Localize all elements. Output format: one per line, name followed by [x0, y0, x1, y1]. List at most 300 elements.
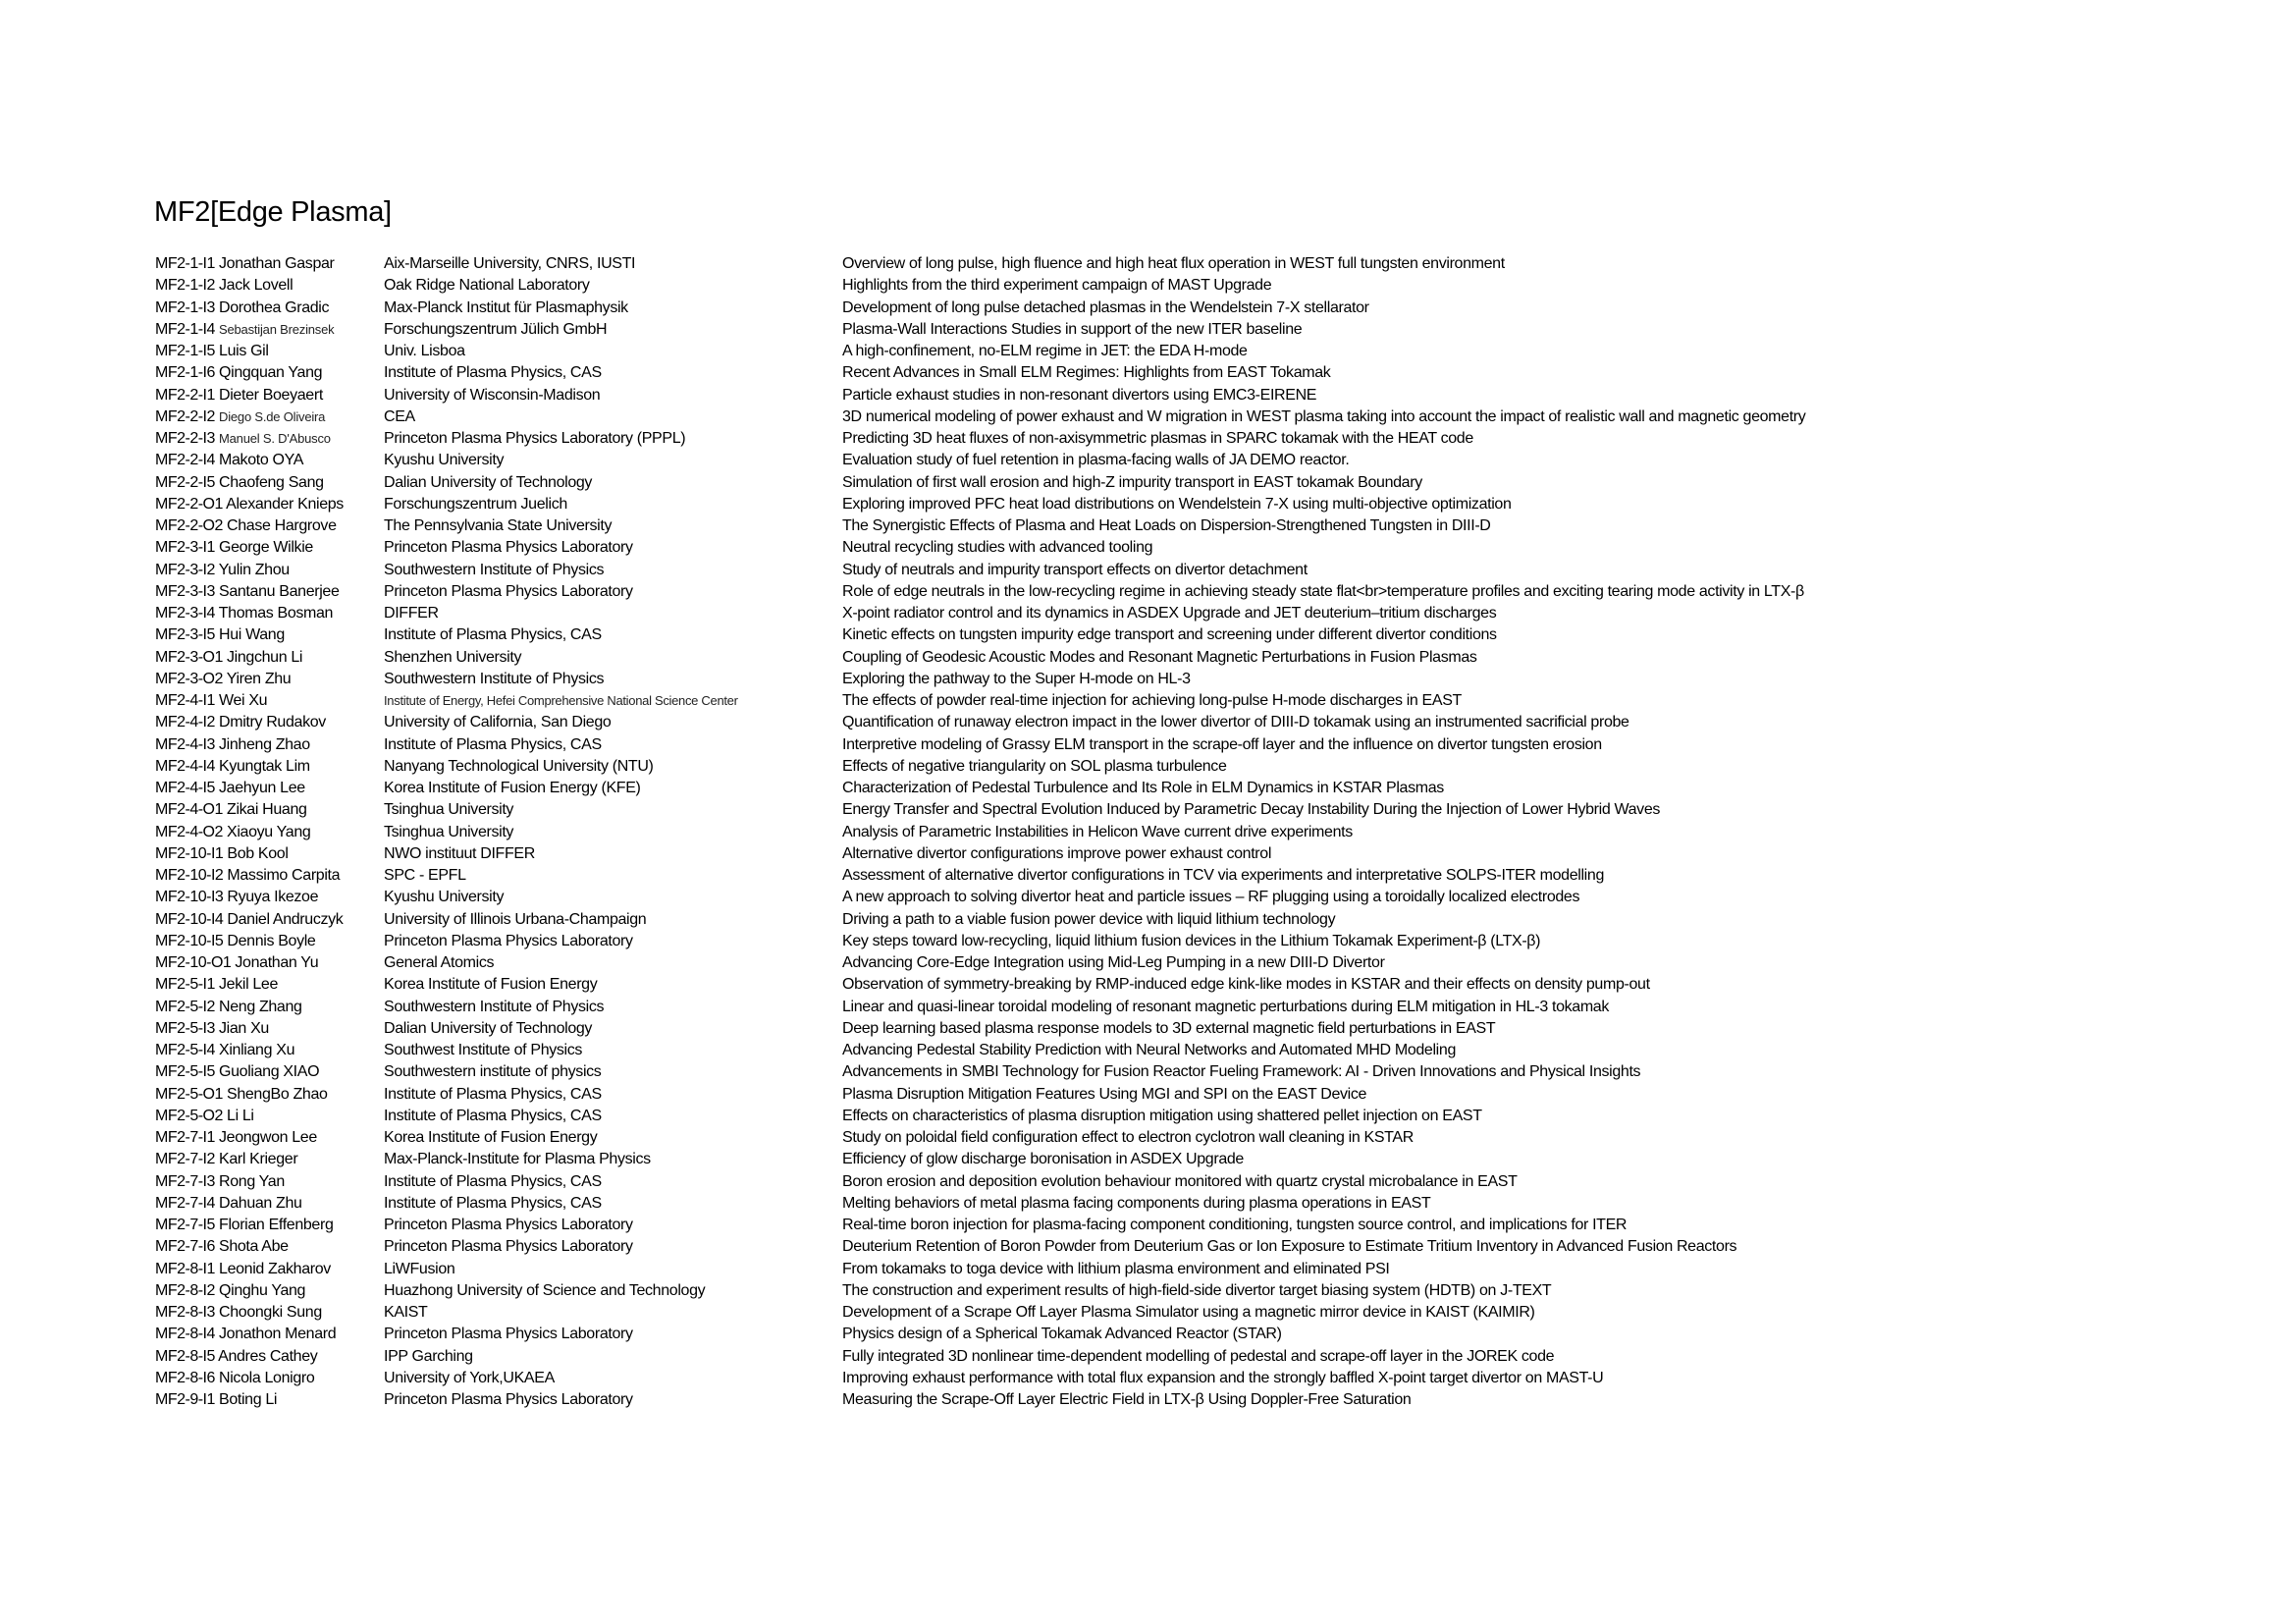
- speaker-cell: [155, 581, 340, 603]
- affiliation: Oak Ridge National Laboratory: [384, 277, 590, 295]
- talk-title: Particle exhaust studies in non-resonant divertors using EMC3-EIRENE: [842, 386, 1317, 404]
- talk-id: MF2-2-I2: [155, 407, 215, 425]
- talk-title: Plasma Disruption Mitigation Features Using MGI and SPI on the EAST Device: [842, 1085, 1367, 1103]
- talk-id: MF2-1-I6: [155, 364, 215, 382]
- speaker-cell: [155, 1149, 297, 1170]
- talk-list: [155, 253, 2216, 1411]
- talk-id: MF2-5-O2: [155, 1107, 223, 1124]
- talk-row: [155, 624, 2216, 646]
- talk-id: MF2-10-O1: [155, 954, 232, 971]
- talk-id: MF2-4-I4: [155, 757, 215, 775]
- talk-id: MF2-1-I3: [155, 298, 215, 316]
- talk-row: [155, 1061, 2216, 1083]
- speaker-cell: [155, 560, 290, 581]
- speaker-cell: [155, 822, 310, 843]
- talk-title: Melting behaviors of metal plasma facing components during plasma operations in EAST: [842, 1194, 1431, 1212]
- affiliation: SPC - EPFL: [384, 867, 466, 884]
- affiliation: KAIST: [384, 1304, 428, 1321]
- speaker-cell: [155, 1259, 331, 1280]
- affiliation: Princeton Plasma Physics Laboratory: [384, 1217, 633, 1233]
- talk-row: [155, 1127, 2216, 1149]
- affiliation: Nanyang Technological University (NTU): [384, 757, 654, 775]
- affiliation: Institute of Plasma Physics, CAS: [384, 364, 602, 382]
- talk-row: [155, 603, 2216, 624]
- talk-id: MF2-10-I5: [155, 932, 224, 949]
- affiliation: Institute of Plasma Physics, CAS: [384, 735, 602, 753]
- talk-row: [155, 690, 2216, 712]
- talk-row: [155, 734, 2216, 756]
- speaker-name: Dieter Boeyaert: [219, 386, 323, 404]
- talk-row: [155, 253, 2216, 275]
- talk-title: Evaluation study of fuel retention in plasma-facing walls of JA DEMO reactor.: [842, 452, 1350, 469]
- talk-row: [155, 581, 2216, 603]
- speaker-name: Thomas Bosman: [218, 605, 334, 622]
- talk-title: Deuterium Retention of Boron Powder from Deuterium Gas or Ion Exposure to Estimate Tritium Inventory in Advanced Fusion Reactors: [842, 1238, 1737, 1256]
- speaker-name: Boting Li: [219, 1391, 278, 1408]
- speaker-name: Jonathan Yu: [235, 954, 319, 971]
- talk-title: Coupling of Geodesic Acoustic Modes and Resonant Magnetic Perturbations in Fusion Plasmas: [842, 648, 1477, 666]
- affiliation: Tsinghua University: [384, 801, 514, 819]
- speaker-cell: [155, 1389, 277, 1411]
- talk-id: MF2-5-I4: [155, 1042, 215, 1058]
- talk-row: [155, 319, 2216, 341]
- speaker-cell: [155, 669, 291, 690]
- talk-id: MF2-9-I1: [155, 1391, 215, 1408]
- speaker-cell: [155, 1346, 317, 1368]
- speaker-cell: [155, 341, 269, 362]
- speaker-name: Yiren Zhu: [226, 670, 292, 687]
- speaker-cell: [155, 690, 267, 712]
- talk-row: [155, 1215, 2216, 1236]
- affiliation: Kyushu University: [384, 889, 505, 906]
- speaker-cell: [155, 624, 285, 646]
- speaker-cell: [155, 1061, 319, 1083]
- affiliation: Southwestern Institute of Physics: [384, 670, 605, 687]
- speaker-cell: [155, 1171, 285, 1193]
- affiliation: General Atomics: [384, 954, 495, 971]
- speaker-name: George Wilkie: [219, 539, 313, 557]
- talk-title: Analysis of Parametric Instabilities in Helicon Wave current drive experiments: [842, 823, 1353, 840]
- talk-title: The construction and experiment results of high-field-side divertor target biasing system (HDTB) on J-TEXT: [842, 1281, 1552, 1299]
- talk-row: [155, 647, 2216, 669]
- speaker-cell: [155, 778, 305, 799]
- affiliation: Institute of Energy, Hefei Comprehensive National Science Center: [384, 693, 738, 708]
- affiliation: Southwestern Institute of Physics: [384, 998, 605, 1015]
- talk-id: MF2-3-O1: [155, 648, 223, 666]
- talk-row: [155, 1259, 2216, 1280]
- talk-row: [155, 1106, 2216, 1127]
- speaker-cell: [155, 734, 310, 756]
- speaker-cell: [155, 1236, 289, 1258]
- speaker-cell: [155, 428, 331, 450]
- talk-id: MF2-4-I3: [155, 735, 215, 753]
- talk-id: MF2-7-I6: [155, 1238, 215, 1256]
- talk-title: Measuring the Scrape-Off Layer Electric Field in LTX-β Using Doppler-Free Saturation: [842, 1391, 1412, 1408]
- talk-row: [155, 1084, 2216, 1106]
- affiliation: Max-Planck-Institute for Plasma Physics: [384, 1151, 651, 1168]
- speaker-cell: [155, 275, 293, 297]
- talk-id: MF2-10-I3: [155, 889, 224, 906]
- speaker-name: Guoliang XIAO: [219, 1063, 320, 1081]
- talk-row: [155, 778, 2216, 799]
- speaker-cell: [155, 1280, 305, 1302]
- talk-row: [155, 997, 2216, 1018]
- affiliation: Princeton Plasma Physics Laboratory: [384, 539, 633, 557]
- affiliation: Princeton Plasma Physics Laboratory: [384, 1326, 633, 1343]
- talk-row: [155, 952, 2216, 974]
- talk-title: Advancements in SMBI Technology for Fusion Reactor Fueling Framework: AI - Driven Innovations and Physical Insights: [842, 1063, 1641, 1081]
- speaker-name: Daniel Andruczyk: [227, 910, 344, 928]
- affiliation: University of California, San Diego: [384, 714, 612, 731]
- speaker-name: Leonid Zakharov: [219, 1260, 331, 1277]
- speaker-cell: [155, 1040, 294, 1061]
- speaker-cell: [155, 647, 302, 669]
- speaker-name: Manuel S. D'Abusco: [219, 431, 331, 446]
- talk-title: Observation of symmetry-breaking by RMP-induced edge kink-like modes in KSTAR and their effects on density pump-out: [842, 976, 1650, 994]
- speaker-name: Jonathon Menard: [219, 1326, 337, 1343]
- speaker-cell: [155, 952, 318, 974]
- speaker-name: Dorothea Gradic: [219, 298, 330, 316]
- speaker-name: Diego S.de Oliveira: [219, 408, 326, 424]
- talk-id: MF2-7-I1: [155, 1129, 215, 1146]
- talk-id: MF2-3-I1: [155, 539, 215, 557]
- talk-id: MF2-8-I4: [155, 1326, 215, 1343]
- talk-id: MF2-2-I4: [155, 452, 215, 469]
- talk-id: MF2-3-I5: [155, 626, 215, 644]
- speaker-cell: [155, 974, 278, 996]
- talk-title: Plasma-Wall Interactions Studies in support of the new ITER baseline: [842, 320, 1303, 338]
- speaker-name: Dahuan Zhu: [219, 1194, 302, 1212]
- affiliation: Univ. Lisboa: [384, 343, 465, 359]
- affiliation: Tsinghua University: [384, 823, 514, 840]
- talk-title: Advancing Core-Edge Integration using Mid-Leg Pumping in a new DIII-D Divertor: [842, 954, 1385, 971]
- affiliation: Princeton Plasma Physics Laboratory (PPPL): [384, 430, 686, 447]
- talk-row: [155, 1346, 2216, 1368]
- speaker-name: Jian Xu: [219, 1019, 269, 1037]
- talk-row: [155, 909, 2216, 931]
- speaker-name: Massimo Carpita: [227, 867, 341, 884]
- talk-row: [155, 1389, 2216, 1411]
- affiliation: Institute of Plasma Physics, CAS: [384, 1107, 602, 1124]
- talk-row: [155, 1324, 2216, 1345]
- speaker-name: Sebastijan Brezinsek: [219, 321, 335, 337]
- talk-title: A high-confinement, no-ELM regime in JET: the EDA H-mode: [842, 343, 1248, 359]
- affiliation: Institute of Plasma Physics, CAS: [384, 1194, 602, 1212]
- talk-id: MF2-8-I2: [155, 1281, 215, 1299]
- talk-row: [155, 515, 2216, 537]
- talk-title: Advancing Pedestal Stability Prediction with Neural Networks and Automated MHD Modeling: [842, 1042, 1456, 1058]
- affiliation: Southwest Institute of Physics: [384, 1042, 583, 1058]
- speaker-cell: [155, 319, 334, 341]
- speaker-cell: [155, 1106, 254, 1127]
- speaker-name: Andres Cathey: [218, 1347, 318, 1365]
- talk-row: [155, 865, 2216, 887]
- speaker-name: Jonathan Gaspar: [219, 255, 335, 272]
- affiliation: Southwestern Institute of Physics: [384, 561, 605, 578]
- affiliation: University of Illinois Urbana-Champaign: [384, 910, 647, 928]
- talk-row: [155, 1171, 2216, 1193]
- talk-title: Exploring improved PFC heat load distributions on Wendelstein 7-X using multi-objective optimization: [842, 495, 1512, 513]
- affiliation: Princeton Plasma Physics Laboratory: [384, 1238, 633, 1256]
- talk-row: [155, 494, 2216, 515]
- talk-title: Highlights from the third experiment campaign of MAST Upgrade: [842, 277, 1272, 295]
- talk-title: Assessment of alternative divertor configurations in TCV via experiments and interpretative SOLPS-ITER modelling: [842, 867, 1604, 884]
- talk-row: [155, 1368, 2216, 1389]
- speaker-name: Dennis Boyle: [227, 932, 316, 949]
- talk-title: Study of neutrals and impurity transport effects on divertor detachment: [842, 561, 1308, 578]
- speaker-cell: [155, 253, 335, 275]
- affiliation: Forschungszentrum Juelich: [384, 495, 567, 513]
- affiliation: University of Wisconsin-Madison: [384, 386, 601, 404]
- talk-id: MF2-3-I3: [155, 582, 215, 600]
- speaker-name: Shota Abe: [219, 1238, 289, 1256]
- speaker-cell: [155, 1324, 336, 1345]
- speaker-name: Alexander Knieps: [226, 495, 344, 513]
- speaker-cell: [155, 865, 340, 887]
- talk-title: X-point radiator control and its dynamics in ASDEX Upgrade and JET deuterium–tritium discharges: [842, 605, 1497, 622]
- speaker-name: Jeongwon Lee: [219, 1129, 317, 1146]
- talk-id: MF2-3-O2: [155, 670, 223, 687]
- speaker-name: Florian Effenberg: [219, 1217, 334, 1233]
- talk-row: [155, 1280, 2216, 1302]
- talk-row: [155, 341, 2216, 362]
- talk-row: [155, 472, 2216, 494]
- talk-title: The effects of powder real-time injection for achieving long-pulse H-mode discharges in EAST: [842, 692, 1462, 709]
- speaker-name: ShengBo Zhao: [227, 1085, 328, 1103]
- talk-row: [155, 275, 2216, 297]
- talk-row: [155, 428, 2216, 450]
- affiliation: NWO instituut DIFFER: [384, 844, 535, 862]
- talk-title: Driving a path to a viable fusion power device with liquid lithium technology: [842, 910, 1336, 928]
- talk-title: Kinetic effects on tungsten impurity edge transport and screening under different divertor conditions: [842, 626, 1497, 644]
- speaker-name: Makoto OYA: [219, 452, 304, 469]
- talk-id: MF2-7-I2: [155, 1151, 215, 1168]
- speaker-name: Xinliang Xu: [219, 1042, 295, 1058]
- speaker-cell: [155, 1193, 302, 1215]
- speaker-cell: [155, 909, 343, 931]
- talk-title: Deep learning based plasma response models to 3D external magnetic field perturbations in EAST: [842, 1019, 1496, 1037]
- speaker-cell: [155, 1084, 328, 1106]
- affiliation: Huazhong University of Science and Technology: [384, 1281, 706, 1299]
- affiliation: Dalian University of Technology: [384, 1019, 593, 1037]
- speaker-name: Dmitry Rudakov: [219, 714, 326, 731]
- talk-title: Alternative divertor configurations improve power exhaust control: [842, 844, 1272, 862]
- talk-id: MF2-8-I3: [155, 1304, 215, 1321]
- affiliation: Shenzhen University: [384, 648, 522, 666]
- talk-title: A new approach to solving divertor heat and particle issues – RF plugging using a toroidally localized electrodes: [842, 889, 1580, 906]
- speaker-name: Wei Xu: [219, 692, 268, 709]
- speaker-name: Li Li: [227, 1107, 254, 1124]
- talk-id: MF2-3-I2: [155, 561, 215, 578]
- affiliation: Aix-Marseille University, CNRS, IUSTI: [384, 255, 636, 272]
- talk-id: MF2-1-I1: [155, 255, 215, 272]
- speaker-name: Zikai Huang: [227, 801, 307, 819]
- talk-title: Role of edge neutrals in the low-recycling regime in achieving steady state flat<br>temperature profiles and exciting tearing mode activity in LTX-β: [842, 582, 1804, 600]
- speaker-name: Kyungtak Lim: [219, 757, 310, 775]
- talk-row: [155, 1018, 2216, 1040]
- speaker-cell: [155, 298, 329, 319]
- talk-title: Linear and quasi-linear toroidal modeling of resonant magnetic perturbations during ELM mitigation in HL-3 tokamak: [842, 998, 1609, 1015]
- talk-title: Recent Advances in Small ELM Regimes: Highlights from EAST Tokamak: [842, 364, 1331, 382]
- talk-id: MF2-4-I1: [155, 692, 215, 709]
- talk-id: MF2-7-I4: [155, 1194, 215, 1212]
- talk-title: The Synergistic Effects of Plasma and Heat Loads on Dispersion-Strengthened Tungsten in DIII-D: [842, 517, 1491, 534]
- talk-id: MF2-2-I3: [155, 430, 215, 447]
- affiliation: Dalian University of Technology: [384, 473, 593, 491]
- speaker-cell: [155, 362, 322, 384]
- speaker-cell: [155, 472, 324, 494]
- talk-row: [155, 298, 2216, 319]
- speaker-name: Chase Hargrove: [227, 517, 337, 534]
- talk-title: Boron erosion and deposition evolution behaviour monitored with quartz crystal microbalance in EAST: [842, 1172, 1518, 1190]
- talk-id: MF2-4-I2: [155, 714, 215, 731]
- talk-title: Key steps toward low-recycling, liquid lithium fusion devices in the Lithium Tokamak Experiment-β (LTX-β): [842, 932, 1541, 949]
- talk-id: MF2-4-I5: [155, 780, 215, 796]
- talk-id: MF2-8-I5: [155, 1347, 215, 1365]
- affiliation: Princeton Plasma Physics Laboratory: [384, 932, 633, 949]
- talk-id: MF2-5-I1: [155, 976, 215, 994]
- talk-id: MF2-2-O2: [155, 517, 223, 534]
- page-title: MF2[Edge Plasma]: [154, 196, 392, 228]
- talk-title: Study on poloidal field configuration effect to electron cyclotron wall cleaning in KSTAR: [842, 1129, 1414, 1146]
- talk-title: Neutral recycling studies with advanced tooling: [842, 539, 1153, 557]
- speaker-name: Qinghu Yang: [219, 1281, 306, 1299]
- talk-id: MF2-5-I5: [155, 1063, 215, 1081]
- talk-title: Improving exhaust performance with total flux expansion and the strongly baffled X-point target divertor on MAST-U: [842, 1369, 1604, 1386]
- talk-id: MF2-8-I6: [155, 1369, 215, 1386]
- speaker-name: Jingchun Li: [227, 648, 303, 666]
- speaker-name: Nicola Lonigro: [219, 1369, 315, 1386]
- speaker-name: Jinheng Zhao: [219, 735, 310, 753]
- affiliation: Princeton Plasma Physics Laboratory: [384, 582, 633, 600]
- speaker-name: Yulin Zhou: [218, 561, 290, 578]
- speaker-name: Santanu Banerjee: [219, 582, 340, 600]
- talk-id: MF2-10-I1: [155, 844, 224, 862]
- speaker-name: Jaehyun Lee: [219, 780, 305, 796]
- talk-title: Predicting 3D heat fluxes of non-axisymmetric plasmas in SPARC tokamak with the HEAT code: [842, 430, 1473, 447]
- affiliation: LiWFusion: [384, 1260, 455, 1277]
- talk-row: [155, 406, 2216, 428]
- affiliation: Forschungszentrum Jülich GmbH: [384, 320, 608, 338]
- talk-id: MF2-4-O1: [155, 801, 223, 819]
- talk-row: [155, 560, 2216, 581]
- speaker-name: Bob Kool: [227, 844, 289, 862]
- talk-row: [155, 756, 2216, 778]
- talk-title: Energy Transfer and Spectral Evolution Induced by Parametric Decay Instability During the Injection of Lower Hybrid Waves: [842, 801, 1661, 819]
- affiliation: Max-Planck Institut für Plasmaphysik: [384, 298, 628, 316]
- speaker-name: Rong Yan: [219, 1172, 285, 1190]
- affiliation: Southwestern institute of physics: [384, 1063, 602, 1081]
- talk-row: [155, 1236, 2216, 1258]
- speaker-cell: [155, 1368, 314, 1389]
- speaker-cell: [155, 537, 313, 559]
- speaker-cell: [155, 406, 325, 428]
- talk-row: [155, 843, 2216, 865]
- talk-row: [155, 799, 2216, 821]
- talk-title: Effects on characteristics of plasma disruption mitigation using shattered pellet injection on EAST: [842, 1107, 1482, 1124]
- speaker-cell: [155, 799, 307, 821]
- affiliation: The Pennsylvania State University: [384, 517, 613, 534]
- talk-row: [155, 1040, 2216, 1061]
- talk-title: Characterization of Pedestal Turbulence and Its Role in ELM Dynamics in KSTAR Plasmas: [842, 780, 1444, 796]
- talk-id: MF2-1-I4: [155, 320, 215, 338]
- talk-id: MF2-10-I4: [155, 910, 224, 928]
- talk-id: MF2-4-O2: [155, 823, 223, 840]
- talk-row: [155, 385, 2216, 406]
- talk-id: MF2-7-I5: [155, 1217, 215, 1233]
- affiliation: Korea Institute of Fusion Energy (KFE): [384, 780, 641, 796]
- speaker-cell: [155, 843, 289, 865]
- speaker-name: Neng Zhang: [219, 998, 302, 1015]
- affiliation: Korea Institute of Fusion Energy: [384, 1129, 598, 1146]
- talk-title: Physics design of a Spherical Tokamak Advanced Reactor (STAR): [842, 1326, 1282, 1343]
- talk-title: Simulation of first wall erosion and high-Z impurity transport in EAST tokamak Boundary: [842, 473, 1422, 491]
- speaker-name: Chaofeng Sang: [219, 473, 324, 491]
- speaker-cell: [155, 385, 323, 406]
- speaker-name: Choongki Sung: [219, 1304, 322, 1321]
- talk-title: Interpretive modeling of Grassy ELM transport in the scrape-off layer and the influence on divertor tungsten erosion: [842, 735, 1602, 753]
- speaker-name: Ryuya Ikezoe: [227, 889, 319, 906]
- talk-row: [155, 822, 2216, 843]
- speaker-name: Xiaoyu Yang: [227, 823, 311, 840]
- speaker-cell: [155, 603, 333, 624]
- speaker-cell: [155, 887, 318, 908]
- talk-id: MF2-5-O1: [155, 1085, 223, 1103]
- talk-id: MF2-7-I3: [155, 1172, 215, 1190]
- speaker-cell: [155, 712, 326, 733]
- talk-row: [155, 712, 2216, 733]
- talk-id: MF2-2-O1: [155, 495, 223, 513]
- talk-title: 3D numerical modeling of power exhaust and W migration in WEST plasma taking into account the impact of realistic wall and magnetic geometry: [842, 407, 1806, 425]
- talk-title: Real-time boron injection for plasma-facing component conditioning, tungsten source control, and implications for ITER: [842, 1217, 1628, 1233]
- speaker-cell: [155, 450, 303, 471]
- talk-title: Development of a Scrape Off Layer Plasma Simulator using a magnetic mirror device in KAIST (KAIMIR): [842, 1304, 1535, 1321]
- talk-id: MF2-8-I1: [155, 1260, 215, 1277]
- talk-row: [155, 1193, 2216, 1215]
- talk-row: [155, 931, 2216, 952]
- talk-title: From tokamaks to toga device with lithium plasma environment and eliminated PSI: [842, 1260, 1390, 1277]
- speaker-name: Jekil Lee: [219, 976, 279, 994]
- talk-id: MF2-5-I2: [155, 998, 215, 1015]
- affiliation: Korea Institute of Fusion Energy: [384, 976, 598, 994]
- talk-id: MF2-1-I5: [155, 343, 215, 359]
- speaker-name: Luis Gil: [219, 343, 269, 359]
- talk-row: [155, 1149, 2216, 1170]
- speaker-cell: [155, 515, 337, 537]
- speaker-cell: [155, 1215, 334, 1236]
- talk-title: Effects of negative triangularity on SOL plasma turbulence: [842, 757, 1227, 775]
- talk-id: MF2-2-I1: [155, 386, 215, 404]
- talk-title: Exploring the pathway to the Super H-mode on HL-3: [842, 670, 1191, 687]
- affiliation: Kyushu University: [384, 452, 505, 469]
- talk-title: Quantification of runaway electron impact in the lower divertor of DIII-D tokamak using an instrumented sacrificial probe: [842, 714, 1629, 731]
- talk-row: [155, 1302, 2216, 1324]
- speaker-cell: [155, 1127, 317, 1149]
- speaker-cell: [155, 1018, 269, 1040]
- affiliation: IPP Garching: [384, 1347, 473, 1365]
- talk-id: MF2-2-I5: [155, 473, 215, 491]
- affiliation: DIFFER: [384, 605, 439, 622]
- affiliation: University of York,UKAEA: [384, 1369, 555, 1386]
- talk-id: MF2-10-I2: [155, 867, 224, 884]
- talk-row: [155, 974, 2216, 996]
- speaker-cell: [155, 494, 344, 515]
- speaker-name: Qingquan Yang: [219, 364, 323, 382]
- affiliation: Institute of Plasma Physics, CAS: [384, 1085, 602, 1103]
- talk-id: MF2-5-I3: [155, 1019, 215, 1037]
- speaker-name: Jack Lovell: [219, 277, 294, 295]
- talk-title: Development of long pulse detached plasmas in the Wendelstein 7-X stellarator: [842, 298, 1369, 316]
